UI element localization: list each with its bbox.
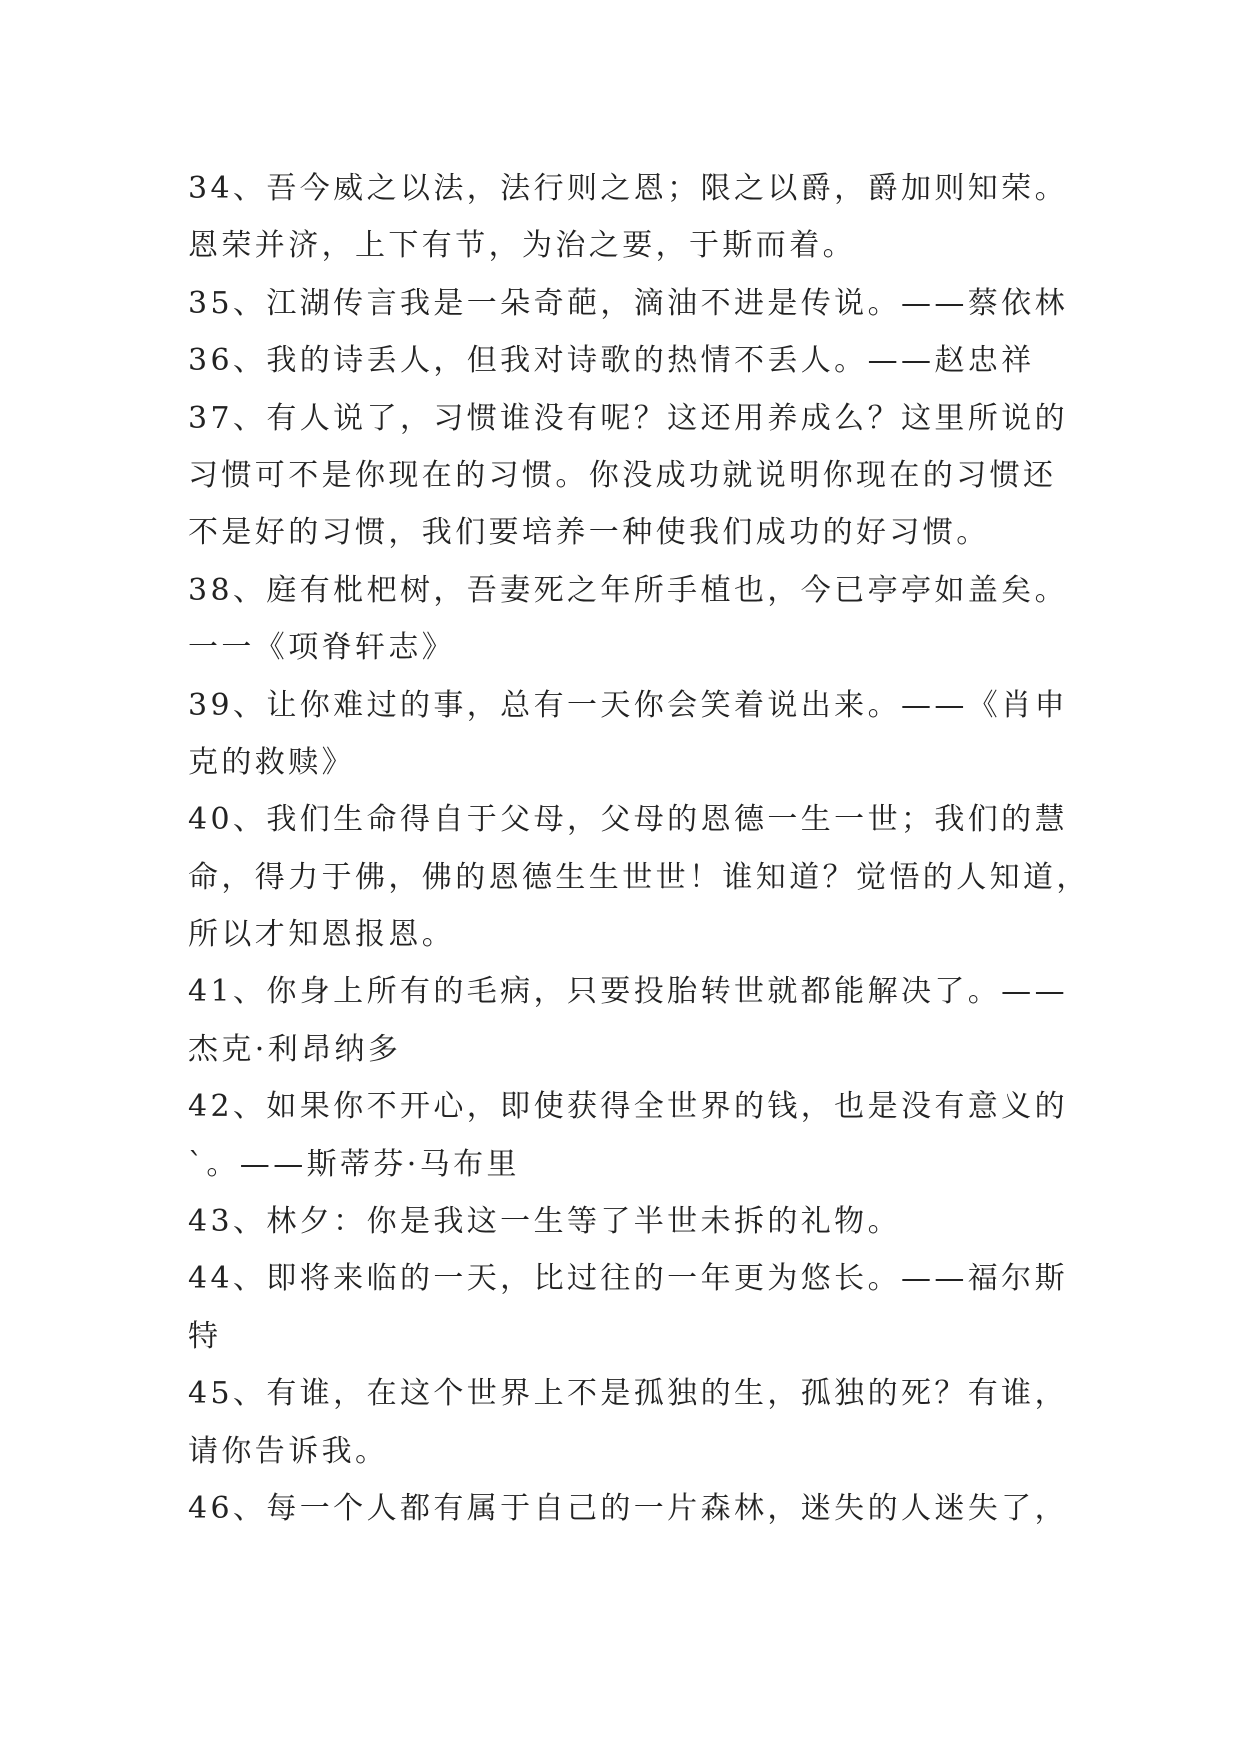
text-line: 34、吾今威之以法，法行则之恩；限之以爵，爵加则知荣。 xyxy=(188,171,1068,206)
text-line: 36、我的诗丢人，但我对诗歌的热情不丢人。——赵忠祥 xyxy=(188,343,1035,379)
text-line: 35、江湖传言我是一朵奇葩，滴油不进是传说。——蔡依林 xyxy=(188,285,1068,321)
text-line: `。——斯蒂芬·马布里 xyxy=(188,1146,520,1182)
text-line: 恩荣并济，上下有节，为治之要，于斯而着。 xyxy=(188,228,856,264)
text-line: 所以才知恩报恩。 xyxy=(188,917,456,953)
text-line: 44、即将来临的一天，比过往的一年更为悠长。——福尔斯 xyxy=(188,1261,1068,1297)
text-line: 42、如果你不开心，即使获得全世界的钱，也是没有意义的 xyxy=(188,1089,1068,1125)
text-line: 一一《项脊轩志》 xyxy=(188,630,456,666)
text-line: 不是好的习惯，我们要培养一种使我们成功的好习惯。 xyxy=(188,515,990,551)
text-line: 特 xyxy=(188,1318,222,1354)
text-line: 克的救赎》 xyxy=(188,744,355,780)
text-line: 46、每一个人都有属于自己的一片森林，迷失的人迷失了， xyxy=(188,1490,1068,1526)
text-line: 命，得力于佛，佛的恩德生生世世！谁知道？觉悟的人知道， xyxy=(188,859,1090,895)
text-line: 37、有人说了，习惯谁没有呢？这还用养成么？这里所说的 xyxy=(188,400,1068,436)
text-line: 45、有谁，在这个世界上不是孤独的生，孤独的死？有谁， xyxy=(188,1376,1068,1412)
text-line: 43、林夕：你是我这一生等了半世未拆的礼物。 xyxy=(188,1204,901,1240)
document-body xyxy=(188,160,1090,1537)
text-line: 38、庭有枇杷树，吾妻死之年所手植也，今已亭亭如盖矣。 xyxy=(188,572,1068,608)
text-line: 习惯可不是你现在的习惯。你没成功就说明你现在的习惯还 xyxy=(188,457,1057,493)
text-line: 请你告诉我。 xyxy=(188,1433,389,1469)
text-line: 40、我们生命得自于父母，父母的恩德一生一世；我们的慧 xyxy=(188,802,1068,838)
text-line: 39、让你难过的事，总有一天你会笑着说出来。——《肖申 xyxy=(188,687,1068,723)
text-line: 杰克·利昂纳多 xyxy=(188,1031,402,1067)
text-line: 41、你身上所有的毛病，只要投胎转世就都能解决了。—— xyxy=(188,974,1068,1010)
